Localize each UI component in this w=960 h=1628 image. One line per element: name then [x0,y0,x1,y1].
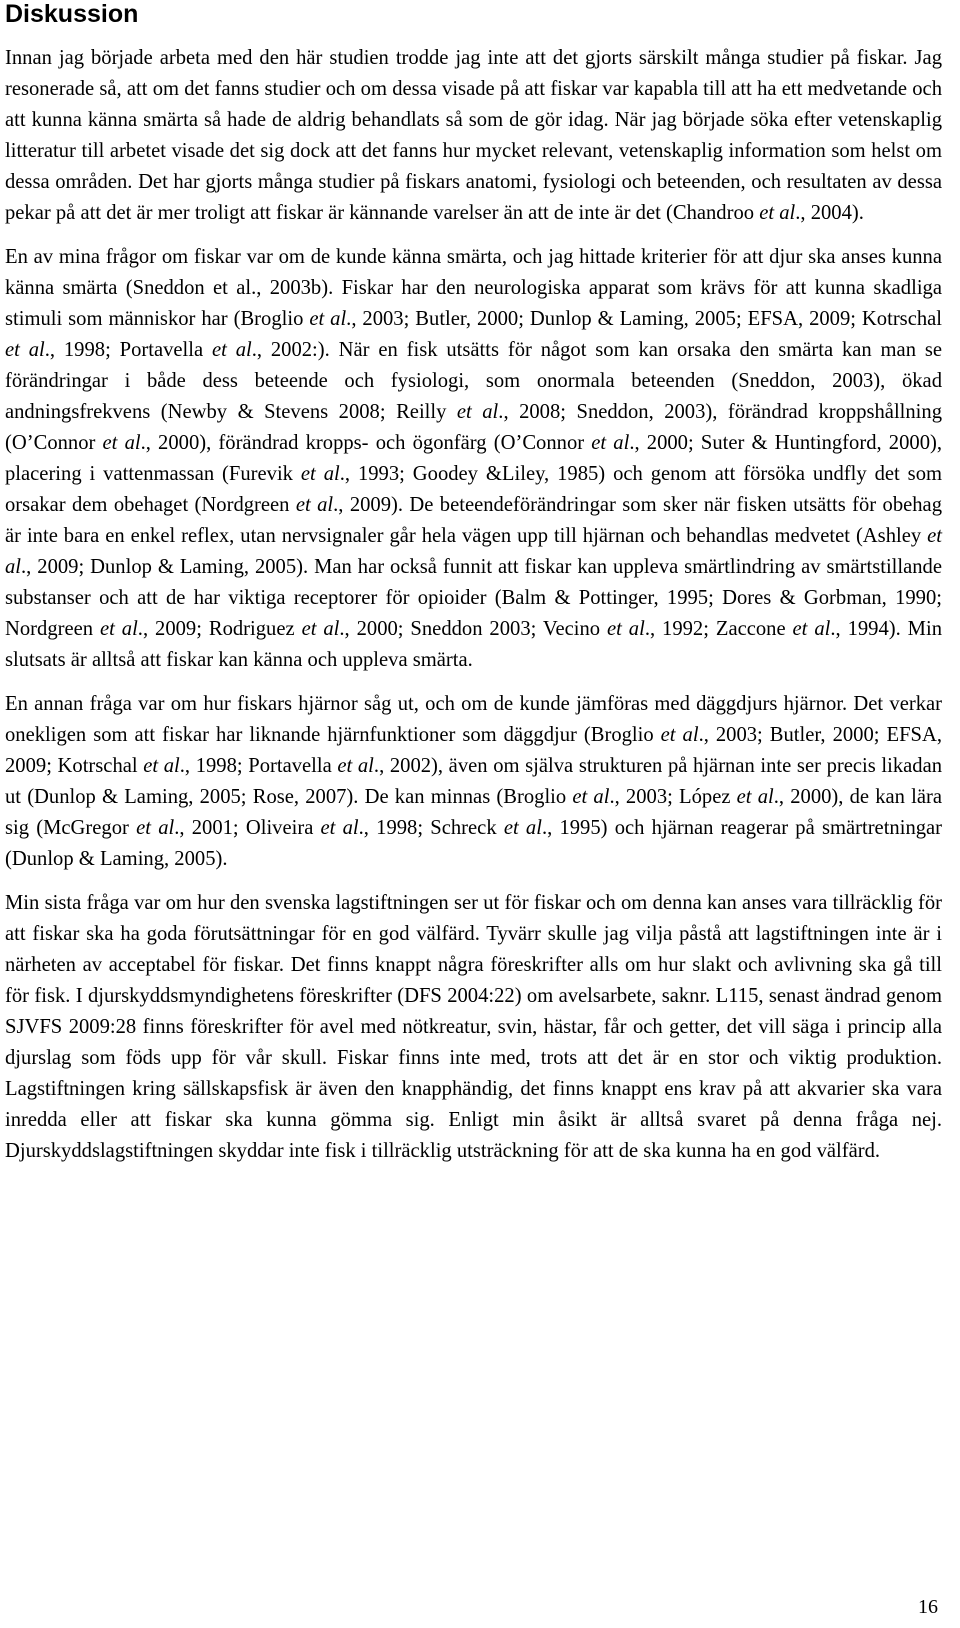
text-run: ., 2004). [795,202,864,224]
italic-citation: et al [337,755,374,777]
text-run: ., 2008; Sneddon, 2003), förändrad kroppshållning (O’Connor [5,401,942,454]
italic-citation: et al [300,463,340,485]
page-number: 16 [918,1596,938,1618]
italic-citation: et al [456,401,499,423]
text-run: ., 1992; Zaccone [644,618,793,640]
italic-citation: et al [5,339,45,361]
italic-citation: et al [301,618,340,640]
italic-citation: et al [503,817,542,839]
text-run: ., 1998; Portavella [44,339,212,361]
italic-citation: et al [759,202,796,224]
italic-citation: et al [736,786,774,808]
text-run: En annan fråga var om hur fiskars hjärnor såg ut, och om de kunde jämföras med däggdjurs hjärnor. Det verkar onekligen som att fiskar har liknande hjärnfunktioner som däggdjur (Broglio [5,693,942,746]
text-run: ., 2009). De beteendeförändringar som sker när fisken utsätts för obehag är inte bara en enkel reflex, utan nervsignaler går hela vägen upp till hjärnan och behandlas medvetet (Ashley [5,494,942,547]
paragraph-4 [5,888,942,1167]
paragraph-3 [5,689,942,875]
text-run: ., 2003; Butler, 2000; EFSA, 2009; Kotrschal [5,724,942,777]
text-run: ., 2003; López [609,786,737,808]
text-run: ., 2000), förändrad kropps- och ögonfärg (O’Connor [140,432,592,454]
text-run: ., 2000; Suter & Huntingford, 2000), placering i vattenmassan (Furevik [5,432,943,485]
italic-citation: et al [572,786,610,808]
text-run: ., 1998; Portavella [179,755,338,777]
text-run: ., 2002), även om själva strukturen på hjärnan inte ser precis likadan ut (Dunlop & Laming, 2005; Rose, 2007). De kan minnas (Broglio [5,755,943,808]
text-run: ., 2003; Butler, 2000; Dunlop & Laming, 2005; EFSA, 2009; Kotrschal [346,308,942,330]
italic-citation: et al [607,618,645,640]
italic-citation: et al [320,817,359,839]
text-run: Min sista fråga var om hur den svenska lagstiftningen ser ut för fiskar och om denna kan anses vara tillräcklig för att fiskar ska ha goda förutsättningar för en god välfärd. Tyvärr skulle jag vilja påstå att lagstiftningen inte är i närheten av acceptabel för fiskar. Det finns knappt några föreskrifter alls om hur slakt och avlivning ska gå till för fisk. I djurskyddsmyndighetens föreskrifter (DFS 2004:22) om avelsarbete, saknr. L115, senast ändrad genom SJVFS 2009:28 finns föreskrifter för avel med nötkreatur, svin, hästar, får och getter, det vill säga i princip alla djurslag som föds upp för vår skull. Fiskar finns inte med, trots att det är en stor och viktig produktion. Lagstiftningen kring sällskapsfisk är även den knapphändig, det finns knappt ens krav på att akvarier ska vara inredda eller att fiskar ska kunna gömma sig. Enligt min åsikt är alltså svaret på denna fråga nej. Djurskyddslagstiftningen skyddar inte fisk i tillräcklig utsträckning för att de ska kunna ha en god välfärd. [5,892,942,1162]
text-run: ., 1998; Schreck [358,817,504,839]
italic-citation: et al [143,755,180,777]
text-run: ., 2000), de kan lära sig (McGregor [5,786,943,839]
text-run: ., 2009; Rodriguez [137,618,302,640]
italic-citation: et al [295,494,334,516]
text-run: ., 2000; Sneddon 2003; Vecino [339,618,607,640]
text-run: ., 1993; Goodey &Liley, 1985) och genom att försöka undfly det som orsakar dem obehaget (Nordgreen [5,463,943,516]
paragraph-1 [5,43,942,229]
italic-citation: et al [211,339,252,361]
section-heading: Diskussion [5,0,139,28]
italic-citation: et al [136,817,175,839]
italic-citation: et al [5,525,942,578]
italic-citation: et al [99,618,138,640]
italic-citation: et al [591,432,630,454]
text-run: ., 1995) och hjärnan reagerar på smärtretningar (Dunlop & Laming, 2005). [5,817,943,870]
italic-citation: et al [792,618,831,640]
text-run: Innan jag började arbeta med den här studien trodde jag inte att det gjorts särskilt många studier på fiskar. Jag resonerade så, att om det fanns studier och om dessa visade på att fiskar var kapabla till att ha ett medvetande och att kunna känna smärta så hade de aldrig behandlats så som de gör idag. När jag började söka efter vetenskaplig litteratur till arbetet visade det sig dock att det fanns hur mycket relevant, vetenskaplig information som helst om dessa områden. Det har gjorts många studier på fiskars anatomi, fysiologi och beteenden, och resultaten av dessa pekar på att det är mer troligt att fiskar är kännande varelser än att de inte är det (Chandroo [5,47,942,224]
italic-citation: et al [660,724,699,746]
italic-citation: et al [309,308,347,330]
text-run: ., 2001; Oliveira [174,817,321,839]
text-run: En av mina frågor om fiskar var om de kunde känna smärta, och jag hittade kriterier för att djur ska anses kunna känna smärta (Sneddon et al., 2003b). Fiskar har den neurologiska apparat som krävs för att kunna skadliga stimuli som människor har (Broglio [5,246,942,330]
paragraph-2 [5,242,942,676]
text-run: ., 1994). Min slutsats är alltså att fiskar kan känna och uppleva smärta. [5,618,943,671]
text-run: ., 2009; Dunlop & Laming, 2005). Man har också funnit att fiskar kan uppleva smärtlindring av smärtstillande substanser och att de har viktiga receptorer för opioider (Balm & Pottinger, 1995; Dores & Gorbman, 1990; Nordgreen [5,556,942,640]
text-run: ., 2002:). När en fisk utsätts för något som kan orsaka den smärta kan man se förändringar i både dess beteende och fysiologi, som onormala beteenden (Sneddon, 2003), ökad andningsfrekvens (Newby & Stevens 2008; Reilly [5,339,943,423]
italic-citation: et al [102,432,141,454]
